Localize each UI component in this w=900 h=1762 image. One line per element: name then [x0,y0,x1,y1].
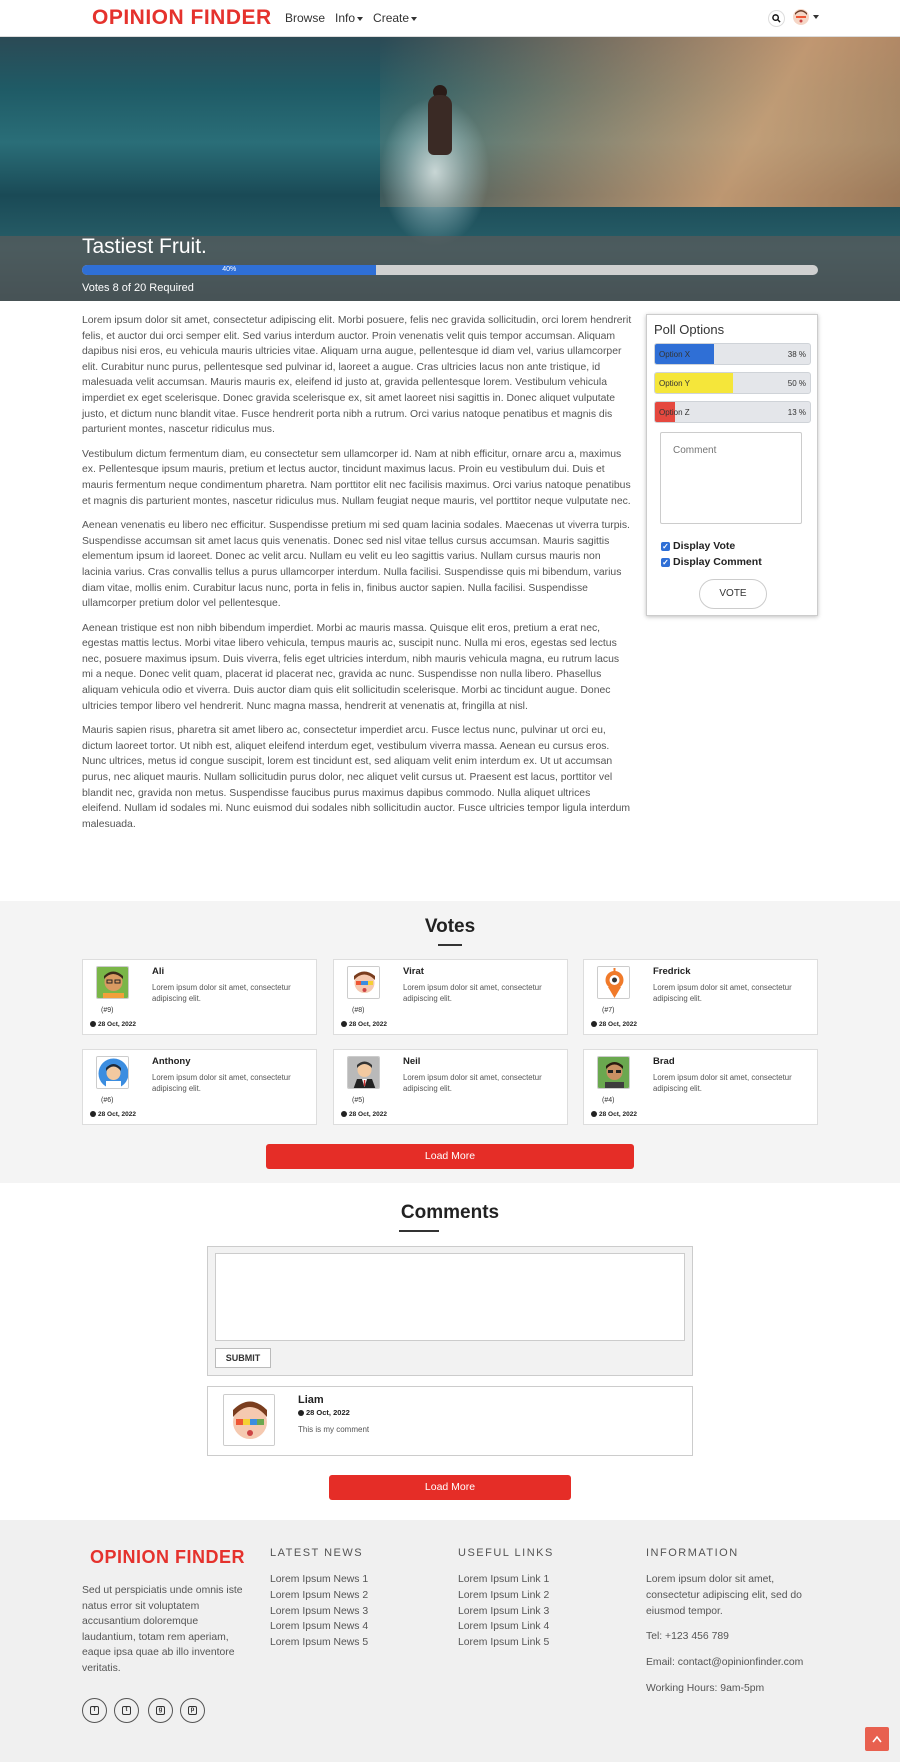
vote-text: Lorem ipsum dolor sit amet, consectetur adipiscing elit. [653,1073,792,1093]
useful-link[interactable]: Lorem Ipsum Link 1 [458,1574,550,1585]
vote-card[interactable] [333,959,568,1035]
vote-text: Lorem ipsum dolor sit amet, consectetur adipiscing elit. [403,1073,542,1093]
paragraph: Mauris sapien risus, pharetra sit amet libero ac, consectetur imperdiet arcu. Fusce lectus nunc, pulvinar ut orci eu, dictum laoreet tortor. Ut nibh est, aliquet eleifend interdum eget, vestibulum viverra massa. Aenean eu cursus eros. Nunc ultrices, metus id congue suscipit, lorem est tincidunt est, sed aliquam velit enim interdum ex. Ut ut accumsan purus, nec aliquet mauris. Nullam sollicitudin purus dolor, nec aliquet velit cursus ut. Praesent est lacus, porttitor vel blandit nec, gravida non metus. Suspendisse faucibus purus maximus dapibus commodo. Nulla aliquet ultrices eleifend. Nullam id sodales mi. Nunc euismod dui sodales nibh sollicitudin auctor. Fusce ultricies tempor ligula interdum malesuada. [82,725,631,830]
useful-links-heading: USEFUL LINKS [458,1547,554,1559]
nav-create[interactable] [373,11,417,25]
poll-option-z[interactable] [654,401,811,423]
comment-text: This is my comment [298,1425,370,1434]
display-vote-checkbox[interactable] [661,540,735,552]
latest-news-list [270,1572,368,1651]
useful-link[interactable]: Lorem Ipsum Link 2 [458,1589,550,1601]
clock-icon [341,1111,347,1117]
vote-card[interactable] [583,1049,818,1125]
clock-icon [591,1021,597,1027]
option-percent: 38 % [787,350,806,359]
vote-card[interactable] [82,1049,317,1125]
avatar [347,1056,380,1089]
nav-links [285,11,417,25]
vote-number: (#5) [352,1097,365,1104]
paragraph: Aenean tristique est non nibh bibendum imperdiet. Morbi ac mauris massa. Quisque elit eros, pretium a erat nec, egestas mattis lectus. Morbi vitae libero vehicula, tempus mauris ac, suscipit nunc. Nulla mi eros, egestas sed lectus nec, posuere maximus ipsum. Duis viverra, felis eget ultricies interdum, nibh mauris vehicula magna, eu rutrum lacus mi a neque. Donec velit quam, placerat id placerat nec, gravida ac nunc. Suspendisse non nulla libero. Phasellus aliquam vehicula odio et viverra. Duis auctor diam quis elit sollicitudin scelerisque. Morbi ac tincidunt augue. Donec ultricies tempor libero vel hendrerit. Nunc magna massa, hendrerit at venenatis at, fringilla at nisl. [82,622,620,712]
information-email[interactable]: Email: contact@opinionfinder.com [646,1657,804,1669]
footer [0,1520,900,1762]
vote-date [341,1111,387,1118]
display-comment-label: Display Comment [673,556,762,568]
scroll-to-top-button[interactable] [865,1727,889,1751]
date-text: 28 Oct, 2022 [349,1111,387,1118]
paragraph: Lorem ipsum dolor sit amet, consectetur adipiscing elit. Morbi posuere, felis nec gravida sollicitudin, orci lorem hendrerit felis, et auctor dui orci semper elit. Sed varius interdum auctor. Proin venenatis velit quis tempor accumsan. Aliquam dapibus nisi eros, eu vehicula mauris ultricies vitae. Aliquam urna augue, pellentesque id diam vel, varius ullamcorper elit. Curabitur nunc purus, pellentesque sed pulvinar id, laoreet a augue. Cras ultricies lacus non ante tristique, id malesuada velit accumsan. Mauris mauris ex, eleifend id justo at, gravida pellentesque lorem. Vestibulum vehicula imperdiet ex eget scelerisque. Donec gravida scelerisque ex, sit amet laoreet nisi sagittis in. Donec aliquet vulputate justo, et dictum nunc blandit vitae. Fusce hendrerit porta nibh a rutrum. Orci varius natoque penatibus et magnis dis parturient montes, nascetur ridiculus mus. [82,315,632,436]
votes-load-more-button[interactable]: Load More [266,1144,634,1169]
chevron-down-icon [813,15,819,19]
option-percent: 13 % [787,408,806,417]
votes-title: Votes [424,916,476,937]
voter-name: Anthony [152,1056,191,1067]
pinterest-button[interactable] [180,1698,205,1723]
information-block [646,1572,821,1707]
option-label: Option X [659,350,691,359]
useful-link[interactable]: Lorem Ipsum Link 3 [458,1605,550,1617]
vote-number: (#8) [352,1007,365,1014]
option-percent: 50 % [787,379,806,388]
poll-options-panel [646,314,818,616]
user-avatar [793,9,809,25]
votes-progress-fill: 40% [82,265,376,275]
chevron-down-icon [411,17,417,21]
votes-section [0,901,900,1183]
date-text: 28 Oct, 2022 [599,1021,637,1028]
twitter-button[interactable] [114,1698,139,1723]
vote-text: Lorem ipsum dolor sit amet, consectetur adipiscing elit. [152,983,291,1003]
news-link[interactable]: Lorem Ipsum News 2 [270,1589,369,1601]
nav-browse[interactable] [285,11,325,25]
useful-link[interactable]: Lorem Ipsum Link 5 [458,1637,550,1649]
date-text: 28 Oct, 2022 [306,1408,350,1417]
vote-date [591,1111,637,1118]
information-hours: Working Hours: 9am-5pm [646,1682,765,1694]
vote-text: Lorem ipsum dolor sit amet, consectetur adipiscing elit. [653,983,792,1003]
vote-card[interactable] [333,1049,568,1125]
nav-browse-label: Browse [285,11,326,25]
vote-button[interactable]: VOTE [699,579,767,609]
news-link[interactable]: Lorem Ipsum News 4 [270,1621,369,1633]
nav-info[interactable] [335,11,363,25]
avatar [96,966,129,999]
latest-news-heading: LATEST NEWS [270,1547,364,1559]
twitter-icon: t [122,1706,131,1715]
footer-logo[interactable]: OPINION FINDER [90,1547,246,1567]
voter-name: Ali [152,966,165,977]
information-heading: INFORMATION [646,1547,739,1559]
hero-image-surfer [428,95,452,155]
chevron-down-icon [357,17,363,21]
avatar [597,1056,630,1089]
display-vote-label: Display Vote [673,540,736,552]
facebook-icon: f [90,1706,99,1715]
vote-date [591,1021,637,1028]
useful-links-list [458,1572,549,1651]
submit-button[interactable]: SUBMIT [215,1348,271,1368]
clock-icon [591,1111,597,1117]
paragraph: Vestibulum dictum fermentum diam, eu consectetur sem ullamcorper id. Nam at nibh efficitur, ornare arcu a, maximus ex. Pellentesque ipsum mauris, pretium et lectus auctor, tincidunt maximus lacus. Proin eu vestibulum dui. Duis et mauris fermentum neque condimentum pharetra. Nam porttitor elit nec facilisis maximus. Orci varius natoque penatibus et magnis dis parturient montes, nascetur ridiculus mus. Nullam feugiat neque mauris, vel porttitor neque vulputate nec. [82,448,631,507]
site-logo[interactable]: OPINION FINDER [92,6,272,29]
vote-text: Lorem ipsum dolor sit amet, consectetur adipiscing elit. [152,1073,291,1093]
poll-options-title: Poll Options [654,322,725,337]
pinterest-icon: p [188,1706,197,1715]
paragraph: Aenean venenatis eu libero nec efficitur. Suspendisse pretium mi sed quam lacinia sodales. Maecenas ut viverra turpis. Suspendisse accumsan sit amet lacus quis venenatis. Donec sed nisl vitae tellus cursus accumsan. Mauris sagittis elementum ipsum id laoreet. Donec ac velit arcu. Nullam eu velit eu leo sagittis varius. Nullam cursus mauris non lacinia varius. Cras convallis tellus a purus ullamcorper interdum. Nulla facilisi. Suspendisse quis mi bibendum, varius diam vitae, mollis enim. Curabitur lacus nunc, porta in felis in, finibus auctor sapien. Nulla facilisi. Suspendisse ullamcorper pretium dolor vel pellentesque. [82,520,630,610]
useful-link[interactable]: Lorem Ipsum Link 4 [458,1621,550,1633]
title-divider [438,944,462,946]
nav-info-label: Info [335,11,356,25]
date-text: 28 Oct, 2022 [599,1111,637,1118]
avatar [96,1056,129,1089]
google-plus-button[interactable] [148,1698,173,1723]
nav-create-label: Create [373,11,410,25]
poll-option-x[interactable] [654,343,811,365]
poll-description [82,313,632,841]
comments-load-more-button[interactable]: Load More [329,1475,571,1500]
voter-name: Virat [403,966,424,977]
vote-text: Lorem ipsum dolor sit amet, consectetur adipiscing elit. [403,983,542,1003]
news-link[interactable]: Lorem Ipsum News 1 [270,1574,369,1585]
chevron-up-icon [872,1735,882,1743]
date-text: 28 Oct, 2022 [349,1021,387,1028]
vote-number: (#9) [101,1007,114,1014]
vote-date [341,1021,387,1028]
voter-name: Brad [653,1056,675,1067]
comment-input[interactable] [215,1253,685,1341]
news-link[interactable]: Lorem Ipsum News 3 [270,1605,369,1617]
information-tel: Tel: +123 456 789 [646,1631,729,1643]
search-button[interactable] [768,10,785,27]
clock-icon [341,1021,347,1027]
poll-option-y[interactable] [654,372,811,394]
votes-required-text: Votes 8 of 20 Required [82,282,194,294]
voter-name: Neil [403,1056,421,1067]
comment-form [207,1246,693,1376]
voter-name: Fredrick [653,966,691,977]
option-label: Option Y [659,379,690,388]
date-text: 28 Oct, 2022 [98,1021,136,1028]
vote-date [90,1021,136,1028]
google-plus-icon: g [156,1706,165,1715]
vote-number: (#4) [602,1097,615,1104]
votes-progress-bar [82,265,818,275]
navbar [0,0,900,37]
option-label: Option Z [659,408,690,417]
comments-title: Comments [400,1202,500,1223]
display-comment-checkbox[interactable] [661,556,762,568]
vote-number: (#6) [101,1097,114,1104]
checkmark-icon: ✓ [662,557,669,567]
title-divider [399,1230,439,1232]
clock-icon [90,1111,96,1117]
user-menu[interactable] [793,9,819,25]
avatar [597,966,630,999]
vote-card[interactable] [583,959,818,1035]
checkmark-icon: ✓ [662,541,669,551]
avatar [347,966,380,999]
facebook-button[interactable] [82,1698,107,1723]
information-text: Lorem ipsum dolor sit amet, consectetur adipiscing elit, sed do eiusmod tempor. [646,1574,802,1617]
news-link[interactable]: Lorem Ipsum News 5 [270,1637,369,1649]
commenter-name: Liam [298,1394,324,1406]
vote-number: (#7) [602,1007,615,1014]
vote-date [90,1111,136,1118]
search-icon [772,14,781,23]
clock-icon [90,1021,96,1027]
clock-icon [298,1410,304,1416]
comment-field[interactable] [660,432,802,524]
date-text: 28 Oct, 2022 [98,1111,136,1118]
hero-banner [0,37,900,301]
footer-about: Sed ut perspiciatis unde omnis iste natus error sit voluptatem accusantium doloremque laudantium, totam rem aperiam, eaque ipsa quae ab illo inventore veritatis. [82,1585,243,1674]
poll-title: Tastiest Fruit. [82,235,207,258]
vote-card[interactable] [82,959,317,1035]
comment-item [207,1386,693,1456]
avatar [223,1394,275,1446]
comment-date [298,1408,350,1417]
